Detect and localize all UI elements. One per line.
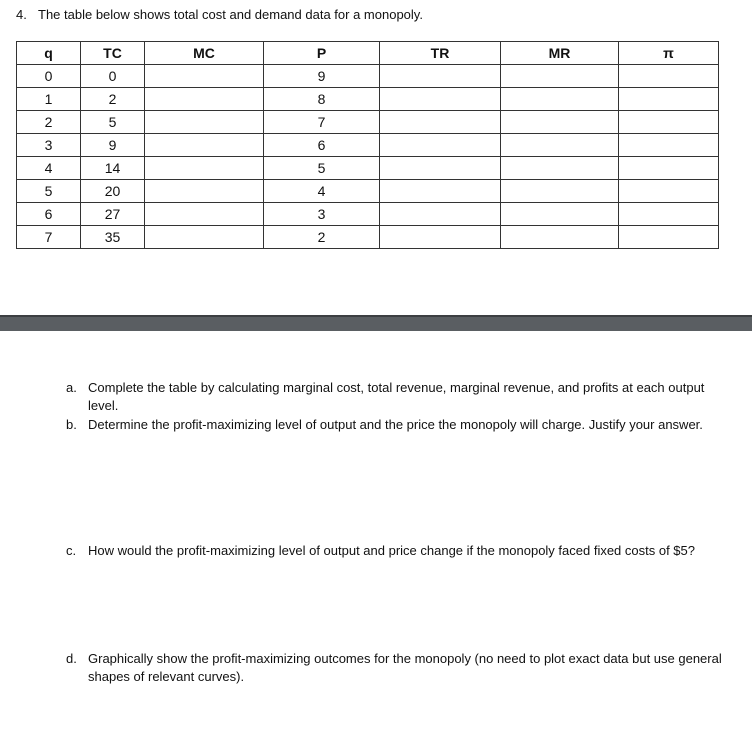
question-b [66,416,738,434]
cell-tr [380,88,501,111]
table-row [17,203,719,226]
cell-profit [619,88,719,111]
cell-p: 3 [264,203,380,226]
question-label: d. [66,651,77,666]
cell-tc: 9 [81,134,145,157]
cell-tc: 2 [81,88,145,111]
cell-q: 7 [17,226,81,249]
cell-mr [501,134,619,157]
cell-mr [501,180,619,203]
cell-mc [145,111,264,134]
question-label: a. [66,380,77,395]
question-label: b. [66,417,77,432]
table-row [17,226,719,249]
cell-q: 2 [17,111,81,134]
question-intro-text: The table below shows total cost and demand data for a monopoly. [38,7,423,22]
table-row [17,88,719,111]
cell-mr [501,226,619,249]
cell-p: 8 [264,88,380,111]
question-d [66,650,738,686]
cell-p: 6 [264,134,380,157]
header-mc: MC [145,42,264,65]
cell-tr [380,203,501,226]
cell-profit [619,65,719,88]
header-tr: TR [380,42,501,65]
cell-tr [380,157,501,180]
cell-mc [145,180,264,203]
header-profit: π [619,42,719,65]
cell-mc [145,88,264,111]
cell-profit [619,203,719,226]
table-row [17,157,719,180]
cell-mc [145,203,264,226]
cell-p: 4 [264,180,380,203]
cell-tc: 20 [81,180,145,203]
cell-q: 1 [17,88,81,111]
cell-q: 6 [17,203,81,226]
header-q: q [17,42,81,65]
cell-tc: 5 [81,111,145,134]
cell-tr [380,226,501,249]
header-mr: MR [501,42,619,65]
cell-q: 3 [17,134,81,157]
cell-profit [619,226,719,249]
table-row [17,65,719,88]
cost-demand-table [16,41,719,249]
cell-mc [145,65,264,88]
cell-p: 5 [264,157,380,180]
question-4-intro [16,7,423,22]
cell-q: 5 [17,180,81,203]
question-label: c. [66,543,77,558]
cell-tr [380,111,501,134]
cell-profit [619,157,719,180]
header-tc: TC [81,42,145,65]
question-text: Complete the table by calculating marginal cost, total revenue, marginal revenue, and profits at each output level. [88,380,705,413]
cell-mr [501,203,619,226]
cell-p: 2 [264,226,380,249]
question-text: Determine the profit-maximizing level of output and the price the monopoly will charge. Justify your answer. [88,417,703,432]
question-number: 4. [16,7,27,22]
cell-profit [619,134,719,157]
question-text: How would the profit-maximizing level of output and price change if the monopoly faced fixed costs of $5? [88,543,696,558]
cell-q: 4 [17,157,81,180]
cell-tc: 14 [81,157,145,180]
cell-mc [145,226,264,249]
section-divider [0,315,752,331]
question-c [66,542,738,560]
cell-profit [619,111,719,134]
cell-p: 7 [264,111,380,134]
cell-tr [380,180,501,203]
cell-mc [145,157,264,180]
cell-mr [501,65,619,88]
cell-tc: 27 [81,203,145,226]
cell-tr [380,134,501,157]
header-p: P [264,42,380,65]
cell-mr [501,157,619,180]
cell-mr [501,88,619,111]
cell-p: 9 [264,65,380,88]
cell-tc: 0 [81,65,145,88]
cell-tr [380,65,501,88]
table-row [17,111,719,134]
cell-tc: 35 [81,226,145,249]
table-row [17,134,719,157]
cell-mc [145,134,264,157]
table-row [17,180,719,203]
cell-q: 0 [17,65,81,88]
cell-mr [501,111,619,134]
cell-profit [619,180,719,203]
question-text: Graphically show the profit-maximizing outcomes for the monopoly (no need to plot exact data but use general shapes of relevant curves). [88,651,722,684]
table-header-row [17,42,719,65]
question-a [66,379,738,415]
